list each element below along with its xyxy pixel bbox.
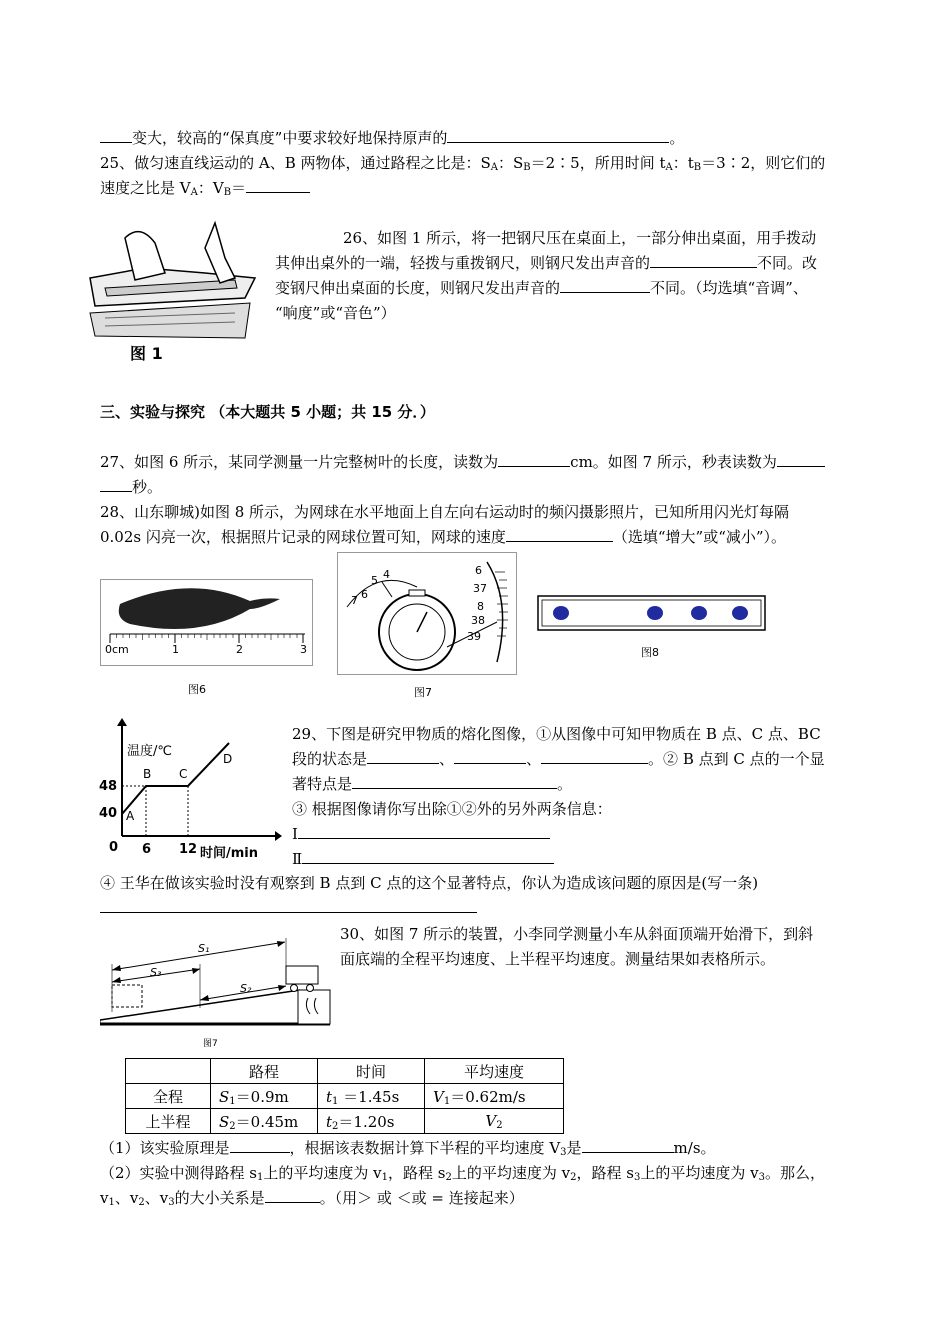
blank[interactable] [230,1138,290,1153]
figure-6-caption: 图6 [188,683,206,696]
blank[interactable] [352,774,557,789]
q29-line3: 著特点是 。 [292,775,573,793]
point-label: C [179,767,188,781]
graph-tick: 0 [109,840,119,855]
blank[interactable] [100,898,477,913]
blank[interactable] [100,477,132,492]
blank[interactable] [498,452,570,467]
q29-line1: 29、下图是研究甲物质的熔化图像，①从图像中可知甲物质在 B 点、C 点、BC [292,725,821,743]
watch-label: 8 [477,600,484,613]
blank[interactable] [454,749,526,764]
graph-tick: 12 [179,842,198,857]
watch-label: 6 [475,564,482,577]
q28-line1: 28、山东聊城)如图 8 所示，为网球在水平地面上自左向右运动时的频闪摄影照片，已知所用闪光灯每隔 [100,503,790,521]
q26-line4: “响度”或“音色”） [275,304,396,322]
q30-line2: 面底端的全程平均速度、上半程平均速度。测量结果如表格所示。 [340,950,776,968]
s1-label: S₁ [198,942,210,955]
blank[interactable] [265,1188,320,1203]
melting-graph [97,718,282,860]
table-row: 上半程 $S_2=0.45m$ $t_2=1.20s$ $V_2$ [126,1109,564,1134]
incline-caption: 图7 [203,1039,218,1049]
q30-line1: 30、如图 7 所示的装置，小李同学测量小车从斜面顶端开始滑下，到斜 [340,925,814,943]
ruler-label: 2 [236,643,243,656]
blank[interactable] [246,178,310,193]
q30-ans-line1: （1）该实验原理是 ，根据该表数据计算下半程的平均速度 $V_3$是 m/s。 [100,1139,716,1158]
ruler-label: 1 [172,643,179,656]
blank[interactable] [582,1138,674,1153]
graph-tick: 6 [142,842,152,857]
graph-x-label: 时间/min [200,846,259,861]
blank[interactable] [777,452,825,467]
watch-label: 37 [473,582,487,595]
ruler-label: 3 [300,643,307,656]
figure-6-leaf-ruler [100,579,313,667]
watch-label: 4 [383,568,390,581]
q25-line2: 速度之比是 $V_A$：$V_B=$ [100,178,310,203]
q29-line6: Ⅱ [292,849,554,869]
blank[interactable] [541,749,648,764]
q27-line2: 秒。 [100,477,162,497]
measurement-table [125,1058,564,1134]
q24-line: 变大，较高的“保真度”中要求较好地保持原声的 。 [100,128,684,148]
point-label: A [126,809,135,823]
blank[interactable] [506,527,613,542]
s2-label: S₂ [240,982,252,995]
q30-ans-line2: （2）实验中测得路程 $s_1$上的平均速度为 $v_1$，路程 $s_2$上的平均速度为 $v_2$，路程 $s_3$上的平均速度为 $v_3$。那么， [100,1164,825,1183]
q25-line1: 25、做匀速直线运动的 A、B 两物体，通过路程之比是：$S_A$：$S_B=2∶5$，所用时间 $t_A$：$t_B=3∶2$，则它们的 [100,154,826,173]
blank[interactable] [302,849,554,864]
q29-answer-line [100,898,477,918]
q29-line2: 段的状态是 、 、 。② B 点到 C 点的一个显 [292,750,825,768]
graph-y-label: 温度/℃ [127,744,172,759]
ruler-label: 0cm [105,643,129,656]
q26-line2: 其伸出桌外的一端，轻拨与重拨钢尺，则钢尺发出声音的 不同。改 [275,254,818,272]
graph-tick: 40 [99,806,118,821]
blank[interactable] [298,824,550,839]
figure-7-stopwatch [337,552,517,675]
q29-line5: Ⅰ [292,824,550,844]
q28-line2: 0.02s 闪亮一次，根据照片记录的网球位置可知，网球的速度 （选填“增大”或“减小”）。 [100,528,787,546]
blank[interactable] [560,278,650,293]
q29-line7: ④ 王华在做该实验时没有观察到 B 点到 C 点的这个显著特点，你认为造成该问题的原因是(写一条) [100,874,759,892]
watch-label: 5 [371,574,378,587]
figure-7-caption: 图7 [414,686,432,699]
q30-ans-line3: $v_1$、$v_2$、$v_3$的大小关系是 。（用＞ 或 ＜或 = 连接起来） [100,1189,524,1208]
graph-tick: 48 [99,779,118,794]
figure-1-caption: 图 1 [130,344,163,363]
figure-1-ruler-illustration [85,218,270,363]
watch-label: 38 [471,614,485,627]
watch-label: 7 [351,594,358,607]
blank[interactable] [367,749,439,764]
q26-line1: 26、如图 1 所示，将一把钢尺压在桌面上，一部分伸出桌面，用手拨动 [343,229,817,247]
q27-line1: 27、如图 6 所示，某同学测量一片完整树叶的长度，读数为 cm。如图 7 所示，秒表读数为 [100,452,825,472]
blank[interactable] [447,128,669,143]
table-header-row: 路程 时间 平均速度 [126,1059,564,1084]
figure-8-ball-frames [537,595,766,631]
section-3-heading: 三、实验与探究 （本大题共 5 小题；共 15 分．） [100,403,435,421]
q29-line4: ③ 根据图像请你写出除①②外的另外两条信息： [292,800,612,818]
point-label: D [223,752,233,766]
q26-line3: 变钢尺伸出桌面的长度，则钢尺发出声音的 不同。（均选填“音调”、 [275,279,808,297]
figure-8-caption: 图8 [641,646,659,659]
table-row: 全程 $S_1=0.9m$ $t_1 =1.45s$ $V_1=0.62m/s$ [126,1084,564,1109]
incline-figure [100,928,332,1032]
point-label: B [143,767,152,781]
blank[interactable] [650,253,757,268]
watch-label: 39 [467,630,481,643]
blank[interactable] [100,128,132,143]
watch-label: 6 [361,588,368,601]
s3-label: S₃ [150,966,162,979]
